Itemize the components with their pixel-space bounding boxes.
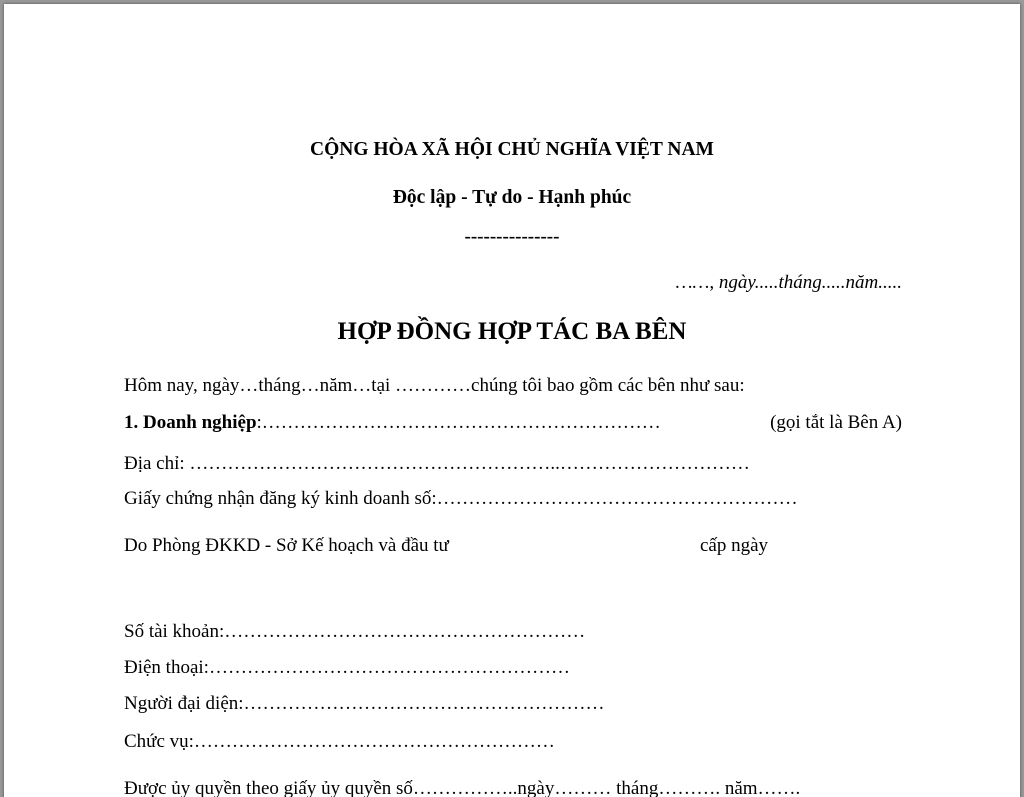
representative-line: Người đại diện:…………………………………………………: [124, 693, 605, 714]
address-line: Địa chỉ: …………………………………………………..…………………………: [124, 453, 750, 474]
party-a-suffix: (gọi tắt là Bên A): [770, 412, 902, 433]
contract-title: HỢP ĐỒNG HỢP TÁC BA BÊN: [337, 318, 687, 345]
party-a-label: 1. Doanh nghiệp: [124, 412, 257, 433]
issued-date-label: cấp ngày: [700, 535, 769, 556]
authorization-line: Được ủy quyền theo giấy ủy quyền số……………..ngày……… tháng………. năm…….: [124, 778, 801, 797]
account-number-line: Số tài khoản:…………………………………………………: [124, 621, 586, 642]
party-a-fill: :………………………………………………………: [256, 412, 661, 433]
document-page: [4, 4, 1020, 797]
intro-line: Hôm nay, ngày…tháng…năm…tại …………chúng tôi bao gồm các bên như sau:: [124, 375, 745, 396]
position-line: Chức vụ:…………………………………………………: [124, 731, 555, 752]
national-motto: Độc lập - Tự do - Hạnh phúc: [392, 187, 632, 208]
date-line: ……, ngày.....tháng.....năm.....: [675, 272, 902, 293]
business-license-line: Giấy chứng nhận đăng ký kinh doanh số:…………………………………………………: [124, 488, 798, 509]
issued-by-line: Do Phòng ĐKKD - Sở Kế hoạch và đầu tư: [124, 535, 449, 556]
national-title: CỘNG HÒA XÃ HỘI CHỦ NGHĨA VIỆT NAM: [310, 139, 714, 160]
party-a-line: [124, 411, 661, 435]
header-divider: ---------------: [464, 226, 560, 247]
phone-line: Điện thoại:…………………………………………………: [124, 657, 570, 678]
